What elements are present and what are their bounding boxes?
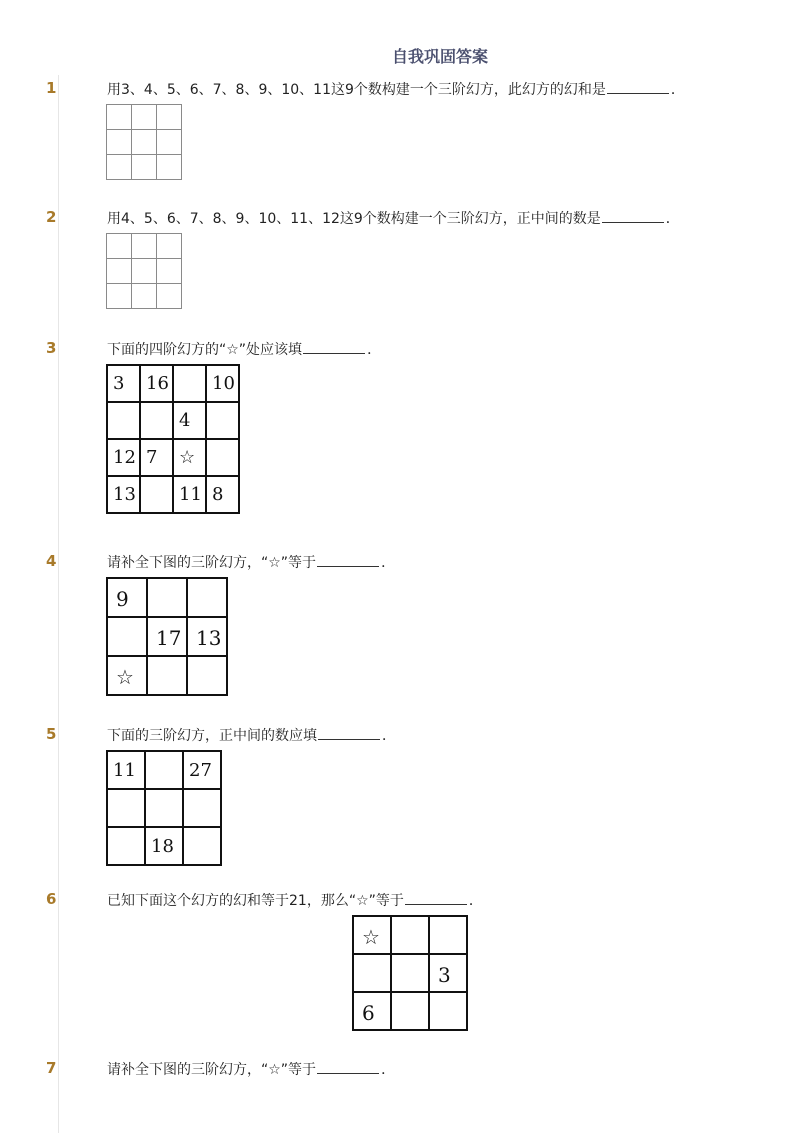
empty-grid-1 (106, 104, 182, 180)
answer-blank-3[interactable] (303, 340, 365, 354)
question-text-4 (107, 552, 395, 572)
grid-cell (353, 954, 391, 992)
grid-cell (145, 789, 183, 827)
question-7-prompt: 请补全下图的三阶幻方，“☆”等于 (107, 1062, 317, 1078)
grid-cell (107, 402, 140, 439)
grid-cell (183, 827, 221, 865)
grid-cell: 6 (353, 992, 391, 1030)
grid-cell: 9 (107, 578, 147, 617)
question-6-prompt: 已知下面这个幻方的幻和等于21，那么“☆”等于 (107, 893, 404, 909)
question-1-prompt: 用3、4、5、6、7、8、9、10、11这9个数构建一个三阶幻方，此幻方的幻和是 (107, 82, 606, 98)
page-title: 自我巩固答案 (391, 47, 488, 66)
magic-square-3x3-q4 (106, 577, 228, 696)
grid-cell (140, 476, 173, 513)
question-text-5 (107, 725, 396, 745)
answer-blank-6[interactable] (405, 891, 467, 905)
grid-cell: 11 (173, 476, 206, 513)
question-text-2 (107, 208, 680, 228)
grid-cell: 17 (147, 617, 187, 656)
grid-cell (429, 992, 467, 1030)
question-3-period: ． (367, 342, 382, 358)
question-number-4: 4 (46, 552, 57, 570)
grid-cell: 8 (206, 476, 239, 513)
grid-cell (391, 916, 429, 954)
grid-cell: 7 (140, 439, 173, 476)
grid-cell: 13 (107, 476, 140, 513)
magic-square-4x4 (106, 364, 240, 514)
grid-cell (145, 751, 183, 789)
grid-cell (183, 789, 221, 827)
grid-cell (173, 365, 206, 402)
question-text-7 (107, 1059, 395, 1079)
grid-cell (140, 402, 173, 439)
left-margin-line (58, 75, 59, 1133)
answer-blank-2[interactable] (602, 209, 664, 223)
grid-cell (107, 617, 147, 656)
grid-cell (206, 439, 239, 476)
grid-cell (147, 578, 187, 617)
grid-cell: 3 (429, 954, 467, 992)
magic-square-3x3-q5 (106, 750, 222, 866)
question-7-period: ． (381, 1062, 396, 1078)
grid-cell: 4 (173, 402, 206, 439)
question-1-period: ． (670, 82, 685, 98)
question-number-6: 6 (46, 890, 57, 908)
question-number-2: 2 (46, 208, 57, 226)
question-2-period: ． (665, 211, 680, 227)
question-2-prompt: 用4、5、6、7、8、9、10、11、12这9个数构建一个三阶幻方，正中间的数是 (107, 211, 601, 227)
question-4-period: ． (381, 555, 396, 571)
star-cell: ☆ (173, 439, 206, 476)
answer-blank-5[interactable] (318, 726, 380, 740)
grid-cell: 3 (107, 365, 140, 402)
question-4-prompt: 请补全下图的三阶幻方，“☆”等于 (107, 555, 317, 571)
grid-cell (107, 827, 145, 865)
question-6-period: ． (468, 893, 483, 909)
empty-grid-2 (106, 233, 182, 309)
answer-blank-4[interactable] (317, 553, 379, 567)
grid-cell (391, 992, 429, 1030)
question-5-prompt: 下面的三阶幻方，正中间的数应填 (107, 728, 317, 744)
star-cell: ☆ (107, 656, 147, 695)
grid-cell: 18 (145, 827, 183, 865)
question-number-1: 1 (46, 79, 57, 97)
grid-cell: 13 (187, 617, 227, 656)
grid-cell (187, 656, 227, 695)
grid-cell: 16 (140, 365, 173, 402)
magic-square-3x3-q6 (352, 915, 468, 1031)
grid-cell: 10 (206, 365, 239, 402)
answer-blank-1[interactable] (607, 80, 669, 94)
question-3-prompt: 下面的四阶幻方的“☆”处应该填 (107, 342, 303, 358)
answer-blank-7[interactable] (317, 1060, 379, 1074)
grid-cell (391, 954, 429, 992)
question-number-3: 3 (46, 339, 57, 357)
grid-cell (187, 578, 227, 617)
grid-cell (147, 656, 187, 695)
question-number-5: 5 (46, 725, 57, 743)
question-5-period: ． (382, 728, 396, 744)
question-text-3 (107, 339, 381, 359)
grid-cell (107, 789, 145, 827)
star-cell: ☆ (353, 916, 391, 954)
grid-cell: 12 (107, 439, 140, 476)
grid-cell (206, 402, 239, 439)
grid-cell (429, 916, 467, 954)
question-text-6 (107, 890, 483, 910)
grid-cell: 11 (107, 751, 145, 789)
grid-cell: 27 (183, 751, 221, 789)
question-text-1 (107, 79, 685, 99)
question-number-7: 7 (46, 1059, 57, 1077)
